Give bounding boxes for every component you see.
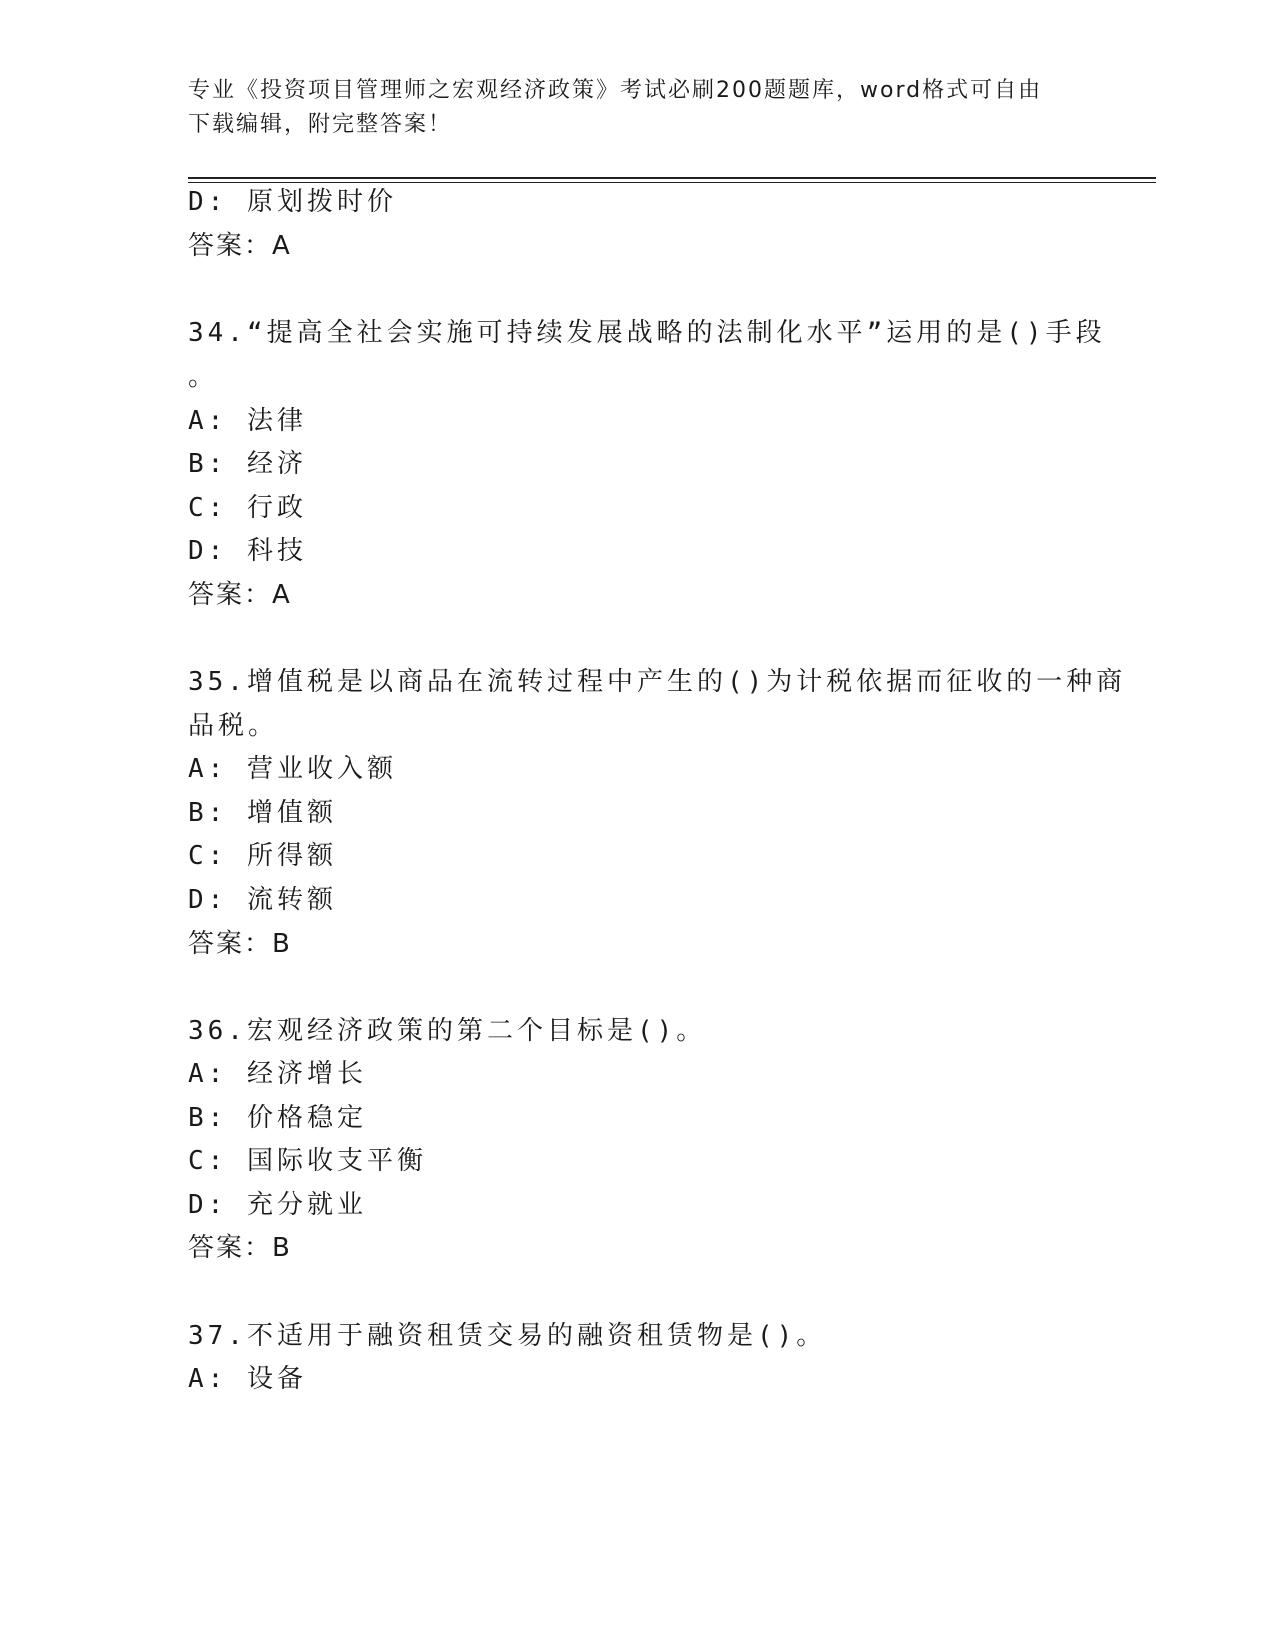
answer-line: 答案：B — [188, 929, 292, 959]
option-line: B: 价格稳定 — [188, 1103, 367, 1133]
header-divider-bottom — [188, 182, 1156, 183]
option-line: C: 国际收支平衡 — [188, 1146, 427, 1176]
option-line: A: 营业收入额 — [188, 754, 397, 784]
question-line: 品税。 — [188, 711, 279, 741]
header-line-1: 专业《投资项目管理师之宏观经济政策》考试必刷200题题库，word格式可自由 — [188, 78, 1043, 103]
option-line: A: 法律 — [188, 406, 307, 436]
answer-line: 答案：A — [188, 580, 292, 610]
header-line-2: 下载编辑，附完整答案！ — [188, 112, 453, 137]
option-line: B: 增值额 — [188, 798, 337, 828]
question-line: 35.增值税是以商品在流转过程中产生的()为计税依据而征收的一种商 — [188, 667, 1127, 697]
question-line: 34.“提高全社会实施可持续发展战略的法制化水平”运用的是()手段 — [188, 318, 1106, 348]
option-line: D: 科技 — [188, 536, 307, 566]
question-line: 36.宏观经济政策的第二个目标是()。 — [188, 1016, 707, 1046]
option-line: D: 原划拨时价 — [188, 187, 397, 217]
option-line: D: 流转额 — [188, 885, 337, 915]
option-line: C: 行政 — [188, 493, 307, 523]
option-line: D: 充分就业 — [188, 1190, 367, 1220]
option-line: B: 经济 — [188, 449, 307, 479]
answer-line: 答案：B — [188, 1233, 292, 1263]
option-line: A: 设备 — [188, 1364, 307, 1394]
question-line: 37.不适用于融资租赁交易的融资租赁物是()。 — [188, 1321, 827, 1351]
question-line: 。 — [188, 362, 219, 392]
header-divider-top — [188, 177, 1156, 179]
document-header — [188, 74, 1088, 142]
answer-line: 答案：A — [188, 231, 292, 261]
option-line: C: 所得额 — [188, 841, 337, 871]
option-line: A: 经济增长 — [188, 1059, 367, 1089]
